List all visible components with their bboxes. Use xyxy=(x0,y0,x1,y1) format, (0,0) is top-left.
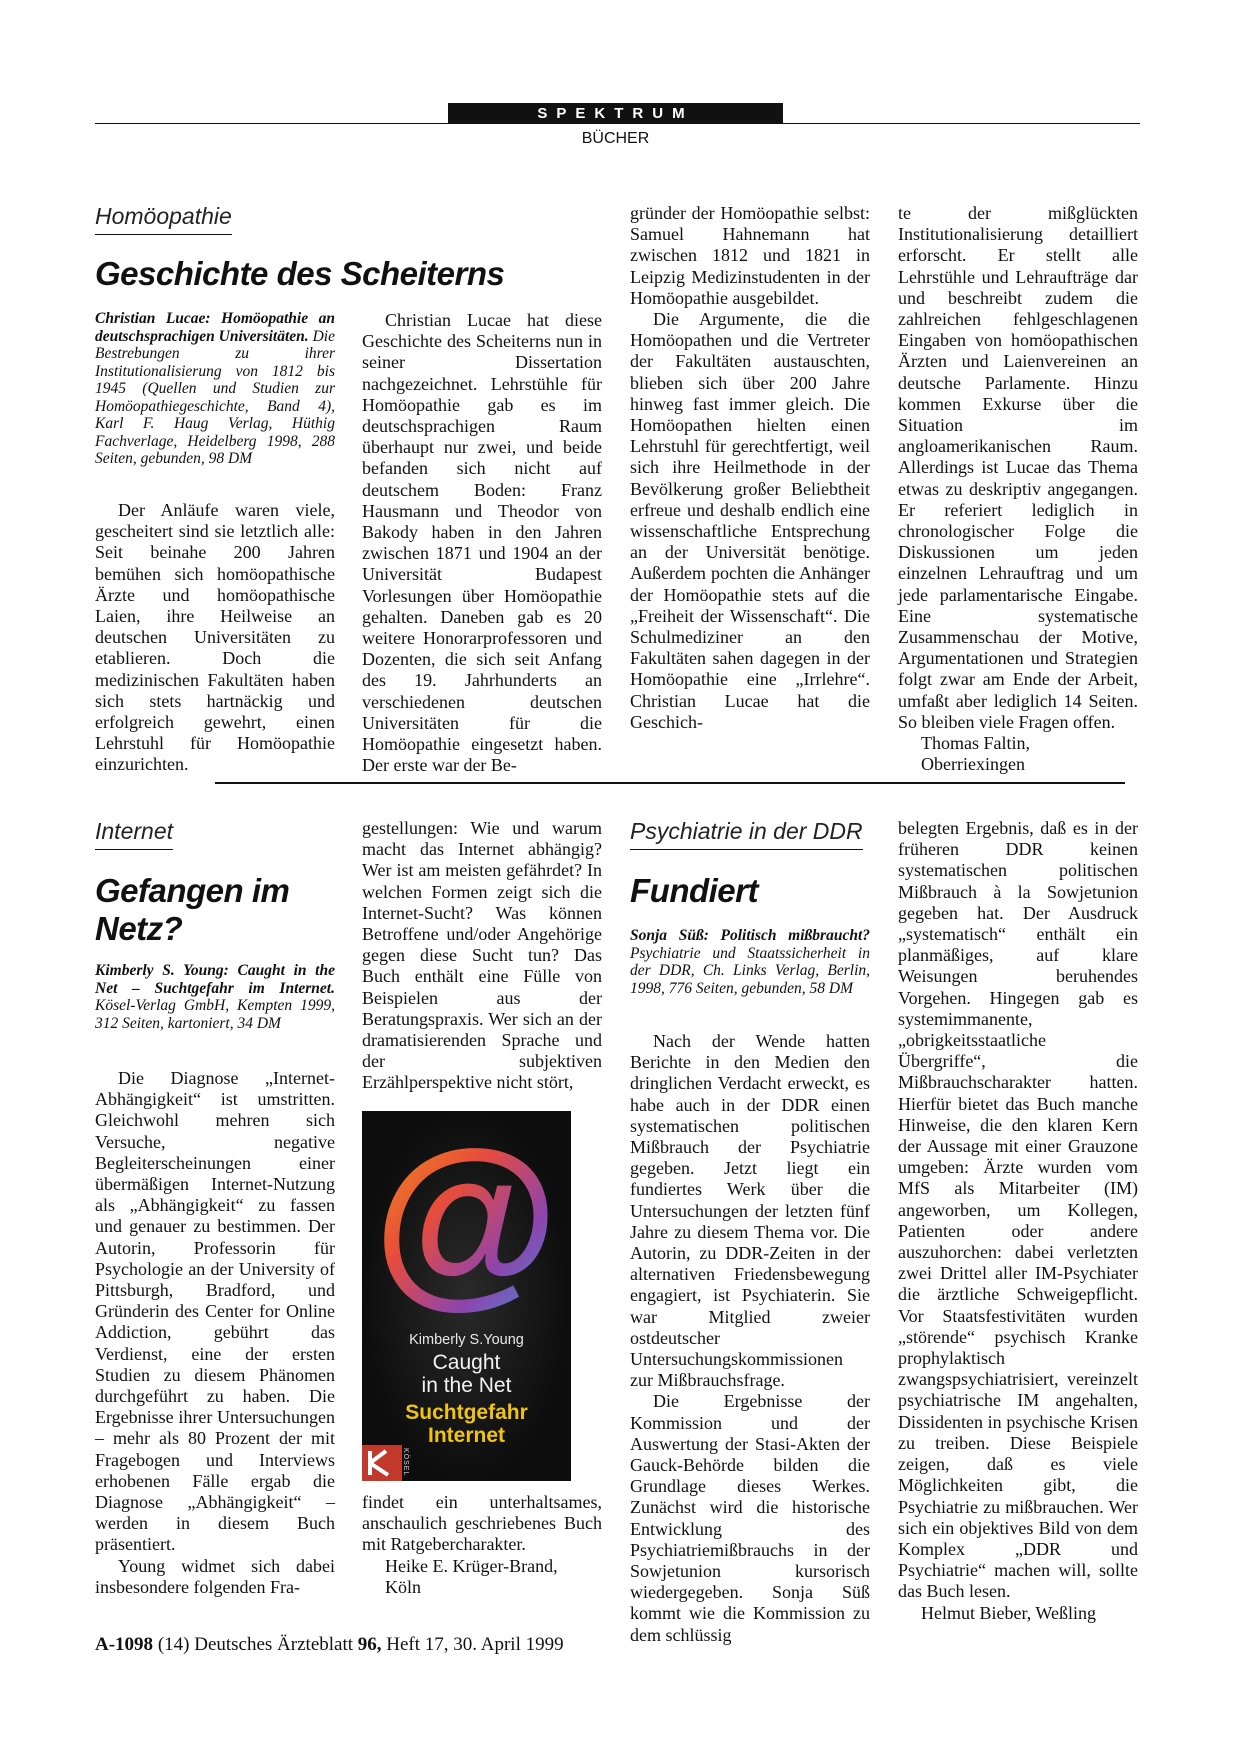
page-code: A-1098 xyxy=(95,1634,154,1655)
paragraph: Die Argumente, die die Homöopathen und die Vertreter der Fakultäten austauschten, blieben sich über 200 Jahre hinweg fast immer gleich. Die Homöopathen hielten einen Lehrstuhl für gerechtfertigt, weil sich ihre Heilmethode in der Bevölkerung großer Beliebtheit erfreue und deshalb endlich eine wissenschaftliche Entsprechung an der Universität benötige. Außerdem pochten die Anhänger der Homöopathie stets auf die „Freiheit der Wissenschaft“. Die Schulmediziner an den Fakultäten sahen dagegen in der Homöopathie eine „Irrlehre“. Christian Lucae hat die Geschich- xyxy=(630,309,870,732)
paragraph: Der Anläufe waren viele, gescheitert sind sie letztlich alle: Seit beinahe 200 Jahren bemühen sich homöopathische Ärzte und homöopathische Laien, ihre Heilweise an deutschen Universitäten zu etablieren. Doch die medizinischen Fakultäten haben sich stets hartnäckig und erfolgreich gewehrt, einen Lehrstuhl für Homöopathie einzurichten. xyxy=(95,500,335,775)
paragraph: gestellungen: Wie und warum macht das Internet abhängig? Wer ist am meisten gefährdet? In welchen Formen zeigt sich die Internet-Sucht? Was können Betroffene und/oder Angehörige gegen diese Sucht tun? Das Buch enthält eine Fülle von Beispielen aus der Beratungspraxis. Wer sich an der dramatisierenden Sprache und der subjektiven Erzählperspektive nicht stört, xyxy=(362,818,602,1093)
volume: 96, xyxy=(357,1634,382,1655)
cover-title-line: in the Net xyxy=(421,1374,512,1397)
article3-headline: Fundiert xyxy=(630,872,758,909)
paragraph: Die Diagnose „Internet-Abhängigkeit“ ist umstritten. Gleichwohl mehren sich Versuche, negative Begleiterscheinungen einer übermäßigen Internet-Nutzung als „Abhängigkeit“ zu fassen und genauer zu bestimmen. Der Autorin, Professorin für Psychologie an der University of Pittsburgh, Bradford, und Gründerin des Center for Online Addiction, gebührt das Verdienst, eine der ersten Studien zu diesem Phänomen durchgeführt zu haben. Die Ergebnisse ihrer Untersuchungen – mehr als 80 Prozent der mit Fragebogen und Interviews erhobenen Fälle ergab die Diagnose „Abhängigkeit“ – werden in diesem Buch präsentiert. xyxy=(95,1068,335,1555)
paragraph: Die Ergebnisse der Kommission und der Auswertung der Stasi-Akten der Gauck-Behörde bilden die Grundlage dieses Werkes. Zunächst wird die historische Entwicklung des Psychiatriemißbrauchs in der Sowjetunion kursorisch wiedergegeben. Sonja Süß kommt wie die Kommission zu dem schlüssig xyxy=(630,1391,870,1645)
publisher-logo xyxy=(362,1445,402,1481)
author-place: Oberriexingen xyxy=(921,754,1025,775)
article2-biblio xyxy=(95,962,335,1032)
article1-column-3 xyxy=(630,203,870,733)
paragraph: Nach der Wende hatten Berichte in den Medien den dringlichen Verdacht erweckt, es habe auch in der DDR einen systematischen politischen Mißbrauch der Psychiatrie gegeben. Jetzt liegt ein fundiertes Werk über die Untersuchungen der letzten fünf Jahre zu diesem Thema vor. Die Autorin, zu DDR-Zeiten in der alternativen Friedensbewegung engagiert, ist Psychiaterin. Sie war Mitglied zweier ostdeutscher Untersuchungskommissionen zur Mißbrauchsfrage. xyxy=(630,1031,870,1391)
article2-kicker: Internet xyxy=(95,818,173,850)
paragraph: Young widmet sich dabei insbesondere folgenden Fra- xyxy=(95,1555,335,1597)
author-place: Köln xyxy=(385,1576,421,1597)
article2-biblio-rest: Kösel-Verlag GmbH, Kempten 1999, 312 Seiten, kartoniert, 34 DM xyxy=(95,997,335,1032)
article2-biblio-bold: Kimberly S. Young: Caught in the Net – Suchtgefahr im Internet. xyxy=(95,962,335,997)
headline-line: Gefangen im xyxy=(95,872,290,909)
article1-biblio-bold: Christian Lucae: Homöopathie an deutschsprachigen Universitäten. xyxy=(95,310,335,345)
article3-kicker: Psychiatrie in der DDR xyxy=(630,818,863,850)
cover-title xyxy=(362,1351,571,1397)
section-divider xyxy=(215,782,1125,784)
article3-biblio-bold: Sonja Süß: Politisch mißbraucht? xyxy=(630,927,870,944)
article1-kicker: Homöopathie xyxy=(95,203,232,235)
book-cover-image xyxy=(362,1111,571,1481)
author-name: Heike E. Krüger-Brand, xyxy=(385,1555,558,1576)
paragraph: findet ein unterhaltsames, anschaulich geschriebenes Buch mit Ratgebercharakter. xyxy=(362,1492,602,1555)
section-banner: SPEKTRUM xyxy=(448,103,783,124)
paragraph: Christian Lucae hat diese Geschichte des Scheiterns nun in seiner Dissertation nachgezeichnet. Lehrstühle für Homöopathie gab es im deutschsprachigen Raum überhaupt nur zwei, und beide befanden sich nicht auf deutschem Boden: Franz Hausmann und Theodor von Bakody haben in den Jahren zwischen 1871 und 1904 an der Universität Budapest Vorlesungen über Homöopathie gehalten. Daneben gab es 20 weitere Honorarprofessoren und Dozenten, die sich seit Anfang des 19. Jahrhunderts an verschiedenen deutschen Universitäten für die Homöopathie eingesetzt haben. Der erste war der Be- xyxy=(362,310,602,776)
article3-column-2 xyxy=(898,818,1138,1624)
paragraph: gründer der Homöopathie selbst: Samuel Hahnemann hat zwischen 1812 und 1821 in Leipzig Medizinstudenten in der Homöopathie ausgebildet. xyxy=(630,203,870,308)
subsection-label: BÜCHER xyxy=(581,130,650,147)
cover-title-line: Caught xyxy=(432,1351,501,1374)
author-name: Helmut Bieber, Weßling xyxy=(921,1602,1096,1623)
page-footer xyxy=(95,1634,564,1656)
paragraph: te der mißglückten Institutionalisierung detailliert erforscht. Er stellt alle Lehrstühle und Lehraufträge dar und beschreibt zudem die zahlreichen fehlgeschlagenen Eingaben von homöopathischen Ärzten und Laienvereinen an deutsche Parlamente. Hinzu kommen Exkurse über die Situation im angloamerikanischen Raum. Allerdings ist Lucae das Thema etwas zu deskriptiv angegangen. Er referiert lediglich in chronologischer Folge die Diskussionen um jeden einzelnen Lehrauftrag und um jede parlamentarische Eingabe. Eine systematische Zusammenschau der Motive, Argumentationen und Strategien folgt zwar am Ende der Arbeit, umfaßt aber lediglich 14 Seiten. So bleiben viele Fragen offen. xyxy=(898,203,1138,732)
article1-column-2 xyxy=(362,310,602,776)
cover-author: Kimberly S.Young xyxy=(409,1332,524,1348)
cover-publisher: KÖSEL xyxy=(402,1448,409,1477)
paragraph: belegten Ergebnis, daß es in der früheren DDR keinen systematischen politischen Mißbrauch à la Sowjetunion gegeben hat. Der Ausdruck „systematisch“ enthält ein planmäßiges, auf klare Weisungen beruhendes Vorgehen. Hingegen gab es systemimmanente, „obrigkeitsstaatliche Übergriffe“, die Mißbrauchscharakter hatten. Hierfür bietet das Buch manche Hinweise, die den klaren Kern der Aussage mit einer Grauzone umgeben: Ärzte wurden vom MfS als Mitarbeiter (IM) angeworben, um Kollegen, Patienten oder andere auszuhorchen: dabei verletzten zwei Drittel aller IM-Psychiater die ärztliche Schweigepflicht. Vor Staatsfestivitäten wurden „störende“ psychisch Kranke prophylaktisch zwangspsychiatrisiert, vereinzelt psychiatrische IM angehalten, Dissidenten in psychische Krisen zu treiben. Diese Beispiele zeigen, daß es viele Möglichkeiten gibt, die Psychiatrie zu mißbrauchen. Wer sich ein objektives Bild von dem Komplex „DDR und Psychiatrie“ machen will, sollte das Buch lesen. xyxy=(898,818,1138,1602)
article3-biblio-rest: Psychiatrie und Staatssicherheit in der DDR, Ch. Links Verlag, Berlin, 1998, 776 Seiten, gebunden, 58 DM xyxy=(630,944,870,997)
article2-column-1 xyxy=(95,1068,335,1598)
header-rule xyxy=(95,123,1140,124)
article1-biblio-rest: Die Bestrebungen zu ihrer Institutionalisierung von 1812 bis 1945 (Quellen und Studien zur Homöopathiegeschichte, Band 4), Karl F. Haug Verlag, Hüthig Fachverlage, Heidelberg 1998, 288 Seiten, gebunden, 98 DM xyxy=(95,327,335,467)
article1-headline: Geschichte des Scheiterns xyxy=(95,255,505,292)
article2-headline xyxy=(95,872,335,948)
article2-column-2-end xyxy=(362,1492,602,1598)
article1-column-1 xyxy=(95,500,335,776)
article1-biblio xyxy=(95,310,335,468)
cover-subtitle-line: Suchtgefahr xyxy=(405,1401,528,1424)
issue: Heft 17, 30. April 1999 xyxy=(386,1634,564,1655)
article3-column-1 xyxy=(630,1031,870,1646)
cover-subtitle-line: Internet xyxy=(427,1424,505,1447)
author-name: Thomas Faltin, xyxy=(921,733,1030,754)
headline-line: Netz? xyxy=(95,910,183,947)
article1-column-4 xyxy=(898,203,1138,775)
article3-biblio xyxy=(630,927,870,997)
cover-symbol: @ xyxy=(373,1112,559,1324)
cover-subtitle xyxy=(362,1401,571,1447)
page-paren: (14) Deutsches Ärzteblatt xyxy=(157,1634,354,1655)
article2-column-2 xyxy=(362,818,602,1094)
kosel-logo-icon xyxy=(362,1445,402,1481)
